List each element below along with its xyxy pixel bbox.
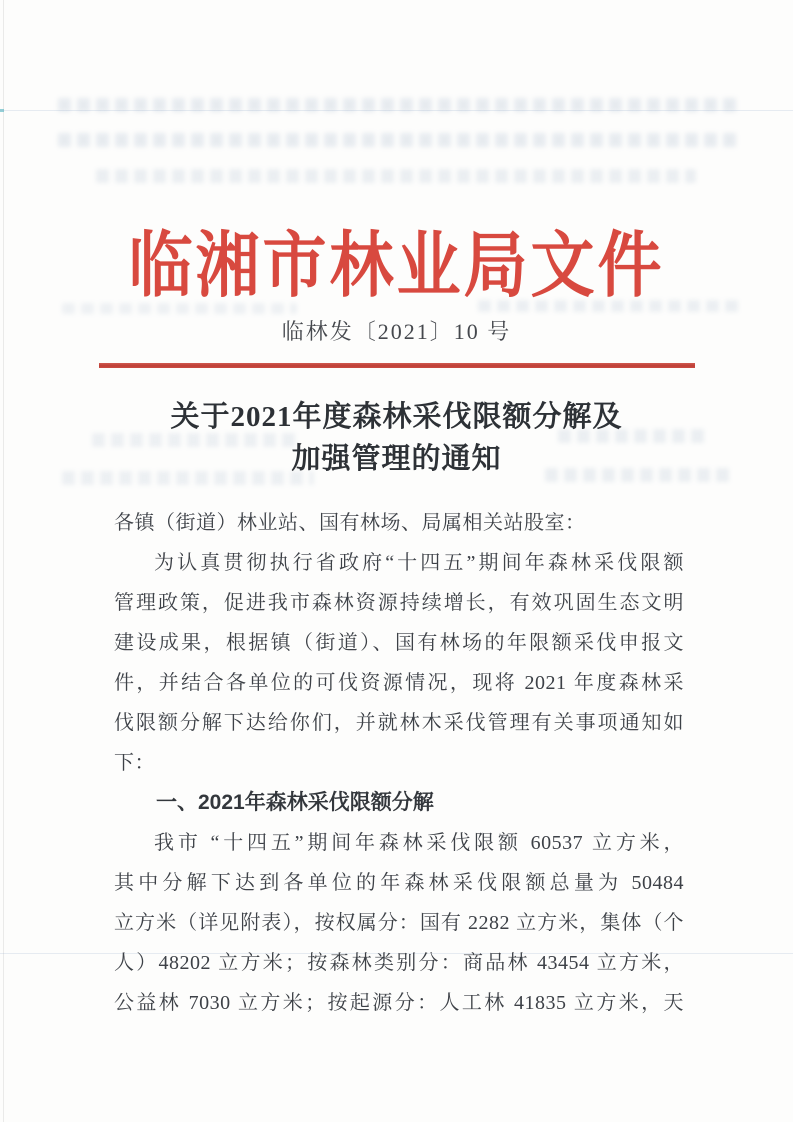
salutation-line: 各镇（街道）林业站、国有林场、局属相关站股室：	[114, 512, 586, 534]
body-line: 为认真贯彻执行省政府“十四五”期间年森林采伐限额	[154, 552, 684, 574]
document-title-line2: 加强管理的通知	[291, 443, 502, 475]
document-number: 临林发〔2021〕10 号	[281, 319, 512, 344]
body-line: 件，并结合各单位的可伐资源情况，现将 2021 年度森林采	[114, 672, 684, 694]
body-line: 下：	[114, 752, 155, 774]
document-title	[0, 396, 793, 480]
bleed-through-text	[58, 133, 742, 147]
red-separator-rule	[99, 363, 695, 368]
body-line: 立方米（详见附表），按权属分：国有 2282 立方米，集体（个	[114, 912, 684, 934]
body-line: 公益林 7030 立方米；按起源分：人工林 41835 立方米，天	[114, 992, 684, 1014]
section-heading: 一、2021年森林采伐限额分解	[156, 791, 434, 814]
body-line: 建设成果，根据镇（街道）、国有林场的年限额采伐申报文	[114, 632, 684, 654]
document-title-line1: 关于2021年度森林采伐限额分解及	[170, 401, 623, 433]
body-line: 人）48202 立方米；按森林类别分：商品林 43454 立方米，	[114, 952, 684, 974]
bleed-through-text	[58, 98, 742, 112]
body-line: 伐限额分解下达给你们，并就林木采伐管理有关事项通知如	[114, 712, 684, 734]
body-line: 其中分解下达到各单位的年森林采伐限额总量为 50484	[114, 872, 684, 894]
bleed-through-text	[96, 169, 696, 183]
body-line: 管理政策，促进我市森林资源持续增长，有效巩固生态文明	[114, 592, 684, 614]
body-line: 我市 “十四五”期间年森林采伐限额 60537 立方米，	[154, 832, 684, 854]
document-body	[114, 503, 684, 1023]
agency-letterhead: 临湘市林业局文件	[128, 225, 665, 306]
